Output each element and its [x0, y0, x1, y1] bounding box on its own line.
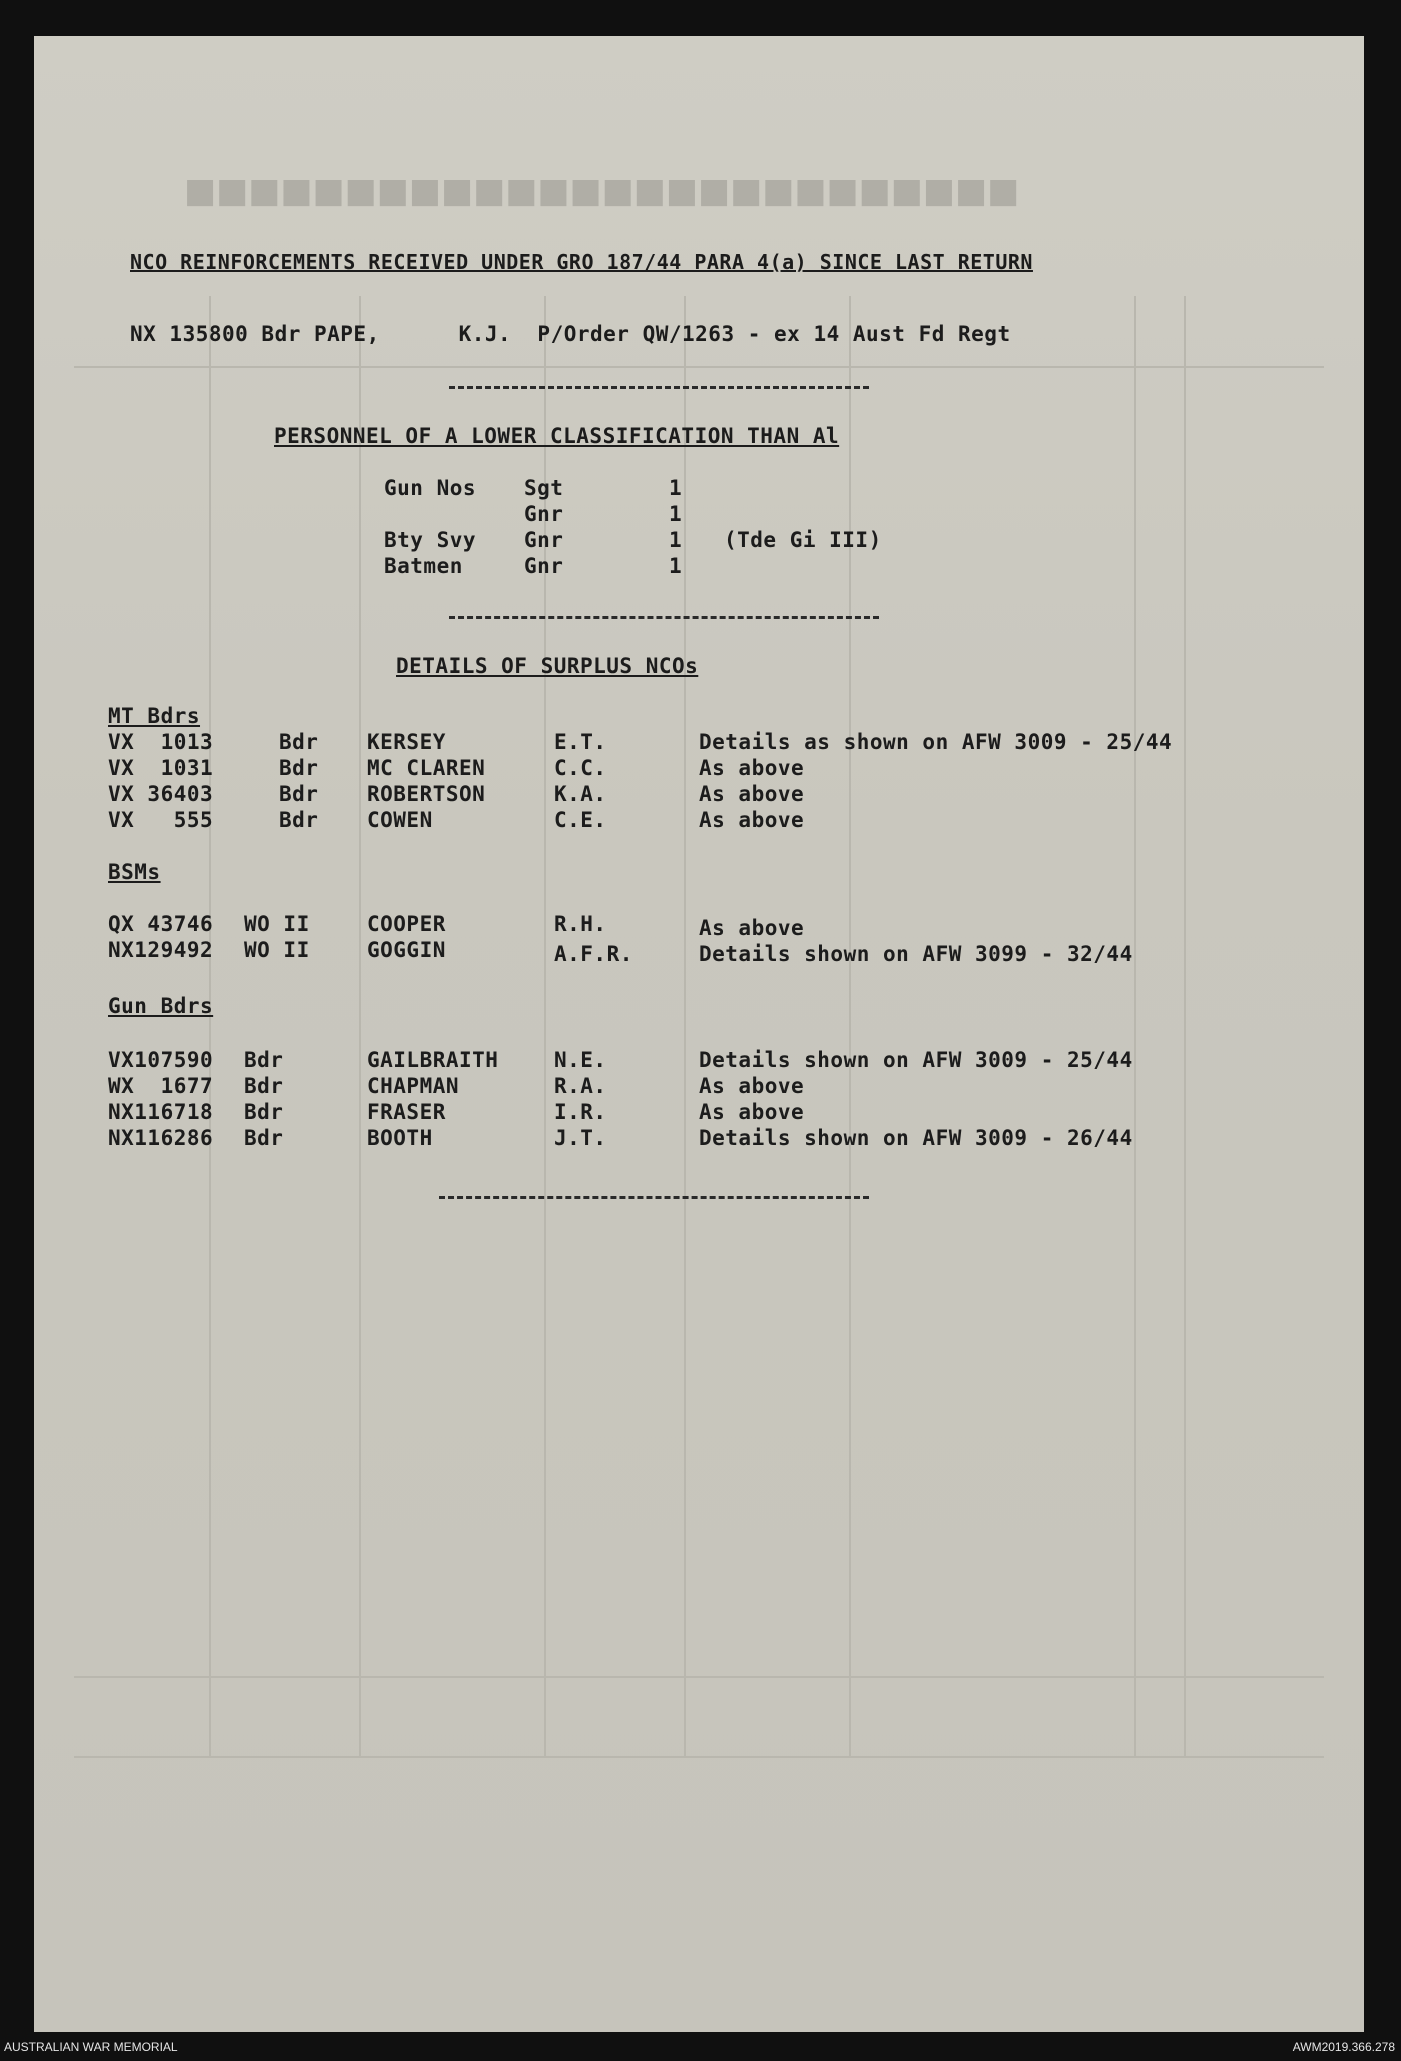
document-page: ■■■■■■■■■■■■■■■■■■■■■■■■■■ NCO REINFORCEMENTS RECEIVED UNDER GRO 187/44 PARA 4(a) SINCE LAST RETURN NX 135800 Bdr PAPE, K.J. P/Order QW/1263 - ex 14 Aust Fd Regt PERSONNEL OF A LOWER CLASSIFICATION THAN Al Gun Nos Sgt 1 Gnr 1 Bty Svy Gnr 1 (Tde Gi III) Batmen Gnr 1 DETAILS OF SURPLUS NCOs MT Bdrs VX 1013 Bdr KERSEY E.T. Details as shown on AFW 3009 - 25/44 VX 1031 Bdr MC CLAREN C.C. As above VX 36403 Bdr ROBERTSON K.A. As above VX 555 Bdr COWEN C.E. As above BSMs QX 43746 WO II COOPER R.H. As above NX129492 WO II GOGGIN A.F.R. Details shown on AFW 3099 - 32/44 Gun Bdrs VX107590 Bdr GAILBRAITH N.E. Details shown on AFW 3009 - 25/44 WX 1677 Bdr CHAPMAN R.A. As above NX116718 Bdr FRASER I.R. As above NX116286 Bdr BOOTH J.T. Details shown on AFW 3009 - 26/44	[34, 36, 1364, 2032]
reinforcements-heading: NCO REINFORCEMENTS RECEIVED UNDER GRO 187/44 PARA 4(a) SINCE LAST RETURN	[130, 250, 1033, 274]
lower-class-title: PERSONNEL OF A LOWER CLASSIFICATION THAN Al	[274, 424, 840, 448]
section-label-bsms: BSMs	[108, 860, 161, 884]
divider-2	[449, 616, 879, 619]
divider-3	[439, 1196, 869, 1199]
archive-credit: AUSTRALIAN WAR MEMORIAL	[4, 2040, 178, 2054]
section-label-gun-bdrs: Gun Bdrs	[108, 994, 214, 1018]
divider-1	[449, 386, 869, 389]
show-through-heading: ■■■■■■■■■■■■■■■■■■■■■■■■■■	[184, 171, 1020, 211]
archive-id: AWM2019.366.278	[1292, 2040, 1395, 2054]
section-label-mt-bdrs: MT Bdrs	[108, 704, 201, 728]
received-entry: NX 135800 Bdr PAPE, K.J. P/Order QW/1263 - ex 14 Aust Fd Regt	[130, 322, 1011, 346]
surplus-title: DETAILS OF SURPLUS NCOs	[396, 654, 699, 678]
